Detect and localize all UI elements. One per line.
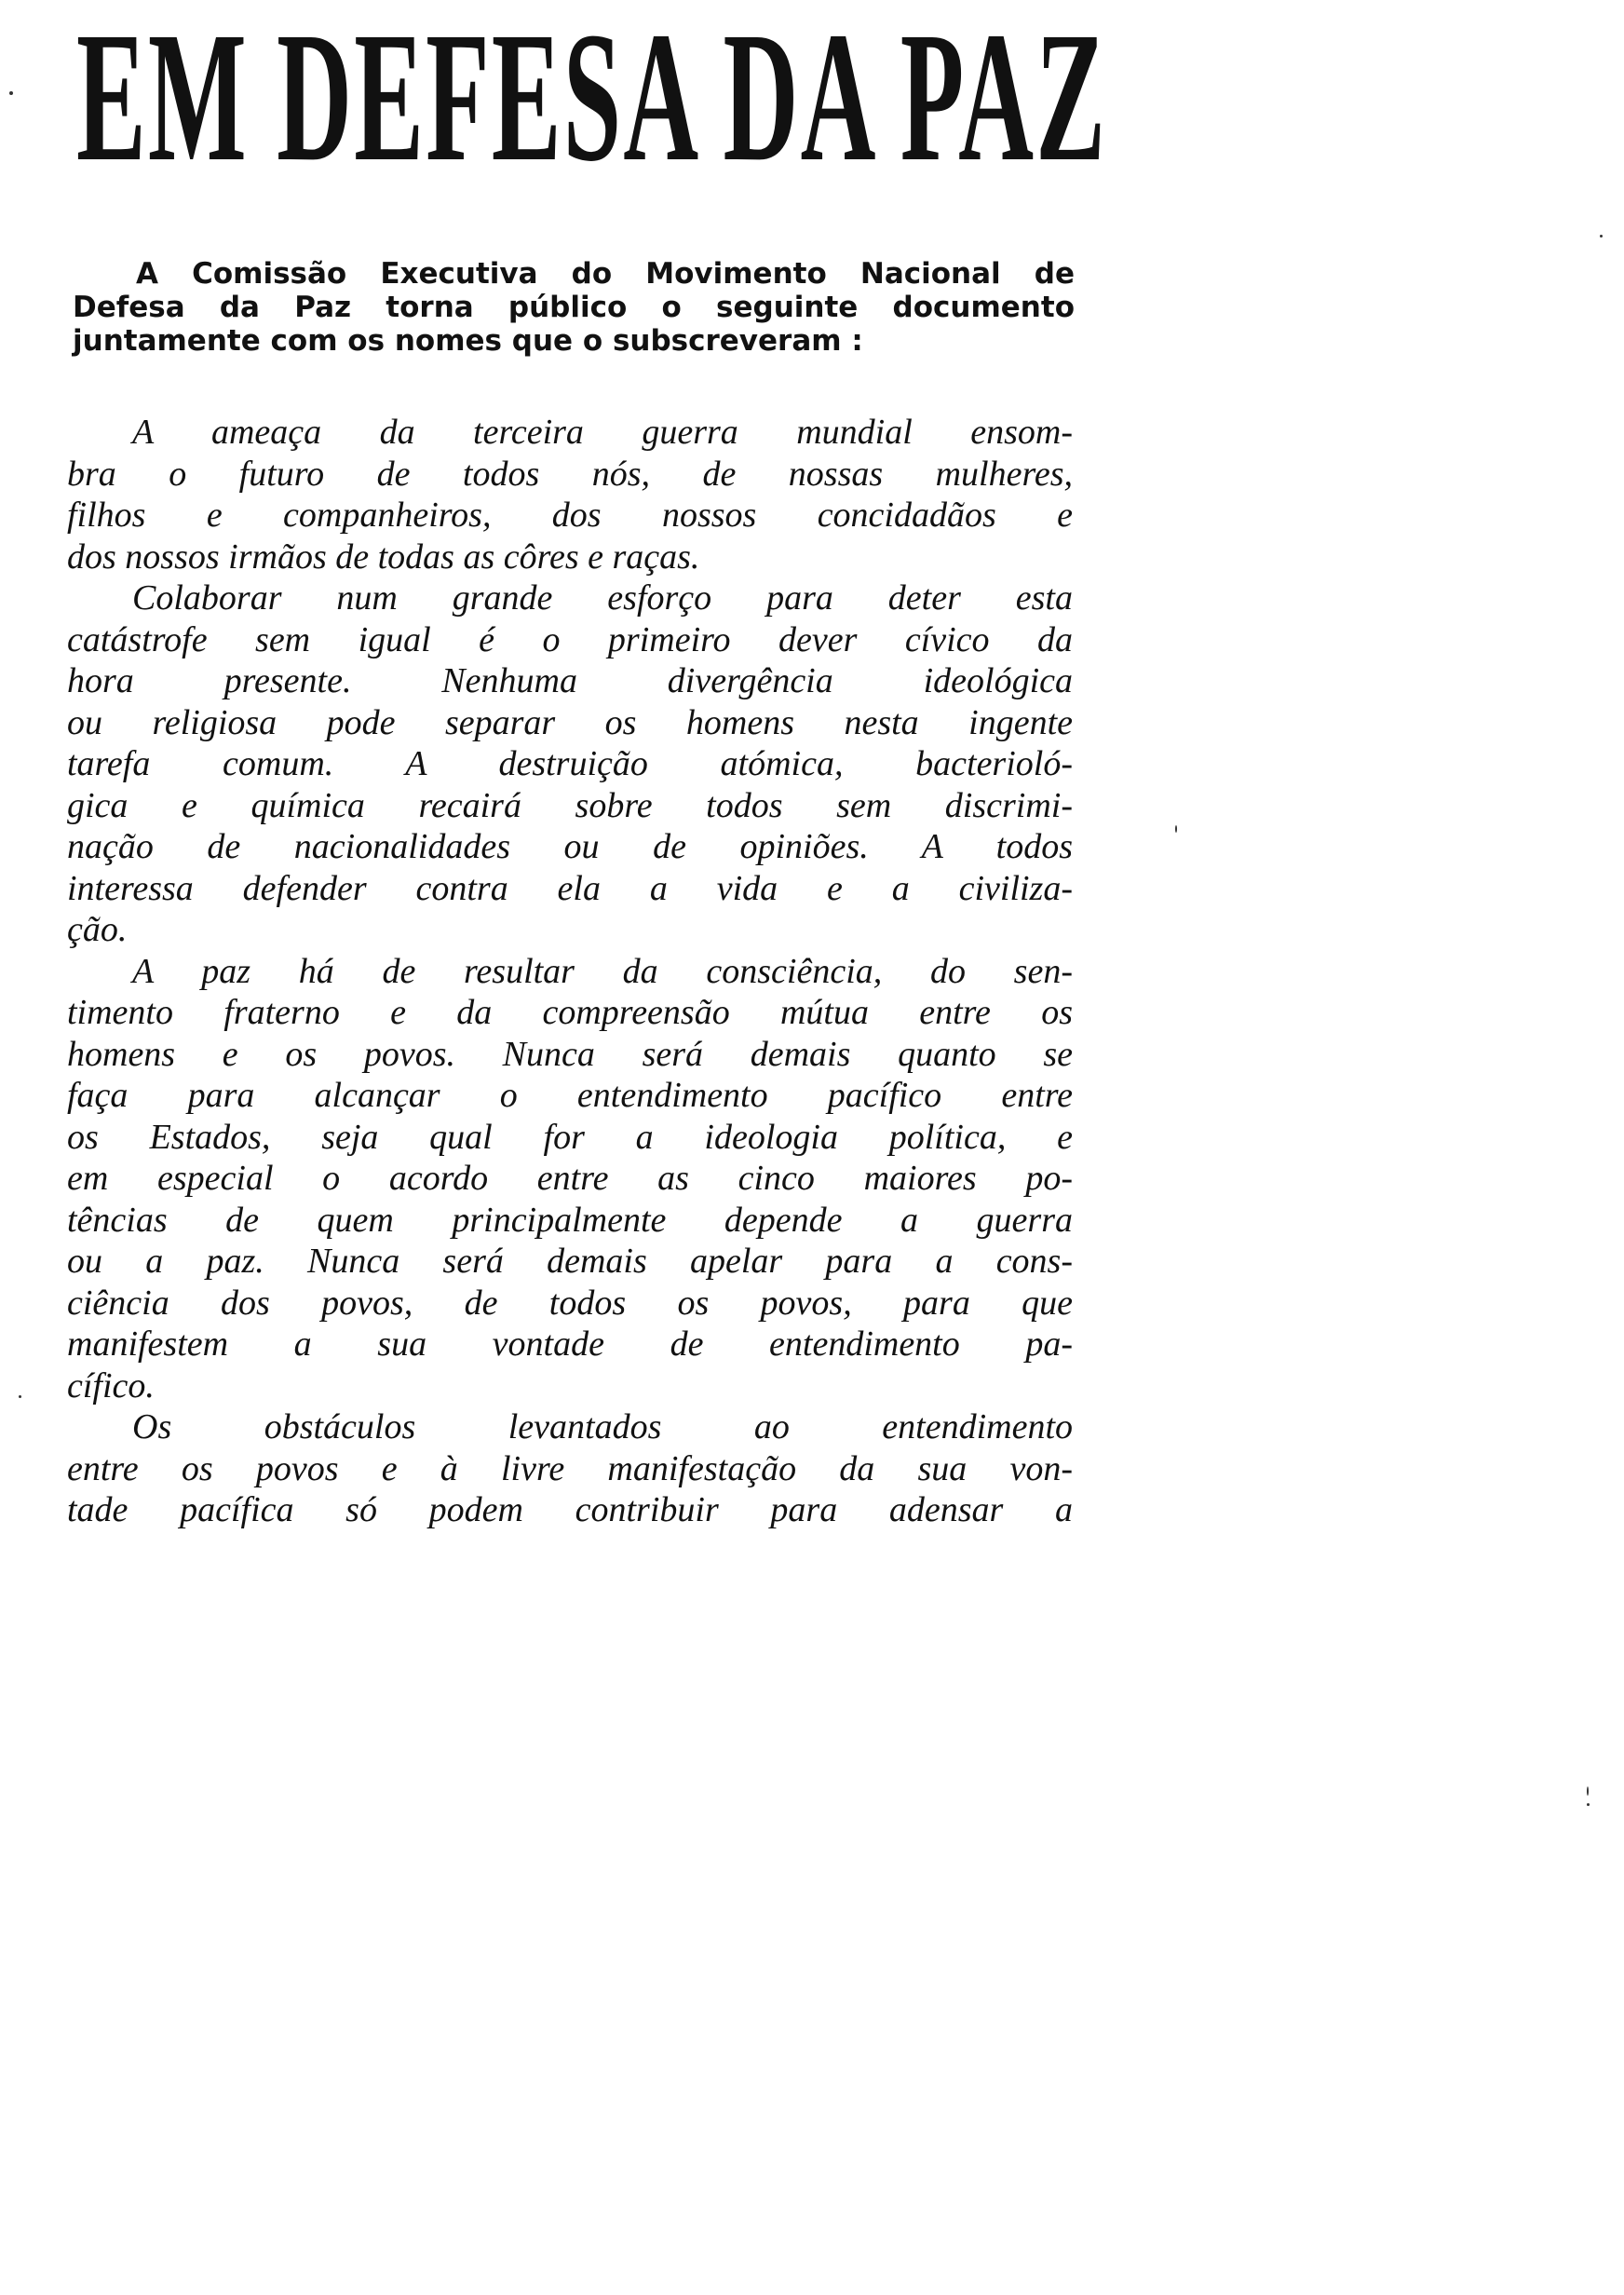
headline: EM DEFESA DA PAZ [76,0,1108,200]
body-line: tade pacífica só podem contribuir para adensar a [67,1490,1073,1529]
body-line: entre os povos e à livre manifestação da sua von- [67,1448,1073,1488]
body-line: nação de nacionalidades ou de opiniões. A todos [67,827,1073,866]
body-line: ou a paz. Nunca será demais apelar para a cons- [67,1242,1073,1281]
scan-speck [1587,1786,1589,1796]
body-line: tarefa comum. A destruição atómica, bacterioló- [67,744,1073,783]
body-line: manifestem a sua vontade de entendimento pa- [67,1324,1073,1364]
body-line: A paz há de resultar da consciência, do sen- [132,951,1073,991]
scan-speck [1600,235,1603,238]
body-line: Os obstáculos levantados ao entendimento [132,1407,1073,1446]
body-line: filhos e companheiros, dos nossos concidadãos e [67,496,1073,535]
body-line: faça para alcançar o entendimento pacífico entre [67,1076,1073,1115]
body-line: gica e química recairá sobre todos sem discrimi- [67,785,1073,825]
intro-paragraph [73,257,1075,358]
body-line: A ameaça da terceira guerra mundial ensom- [132,413,1073,452]
intro-line: A Comissão Executiva do Movimento Nacional de [136,257,1075,291]
scan-speck [9,91,13,95]
body-line: ciência dos povos, de todos os povos, para que [67,1283,1073,1323]
body-line: homens e os povos. Nunca será demais quanto se [67,1034,1073,1074]
intro-line: Defesa da Paz torna público o seguinte documento [73,291,1075,324]
body-line: cífico. [67,1365,155,1406]
scan-speck [1587,1803,1590,1806]
body-line: em especial o acordo entre as cinco maiores po- [67,1159,1073,1198]
body-line: timento fraterno e da compreensão mútua entre os [67,993,1073,1032]
body-line: dos nossos irmãos de todas as côres e raças. [67,536,700,577]
body-line: ção. [67,910,128,949]
body-line: hora presente. Nenhuma divergência ideológica [67,661,1073,700]
body-line: ou religiosa pode separar os homens nesta ingente [67,702,1073,742]
intro-line: juntamente com os nomes que o subscreveram : [73,324,863,358]
document-body [67,412,1073,1531]
body-line: os Estados, seja qual for a ideologia política, e [67,1117,1073,1157]
scan-speck [19,1395,21,1398]
body-line: interessa defender contra ela a vida e a civiliza- [67,868,1073,908]
body-line: catástrofe sem igual é o primeiro dever cívico da [67,619,1073,659]
body-line: Colaborar num grande esforço para deter esta [132,578,1073,618]
body-line: bra o futuro de todos nós, de nossas mulheres, [67,454,1073,494]
body-line: tências de quem principalmente depende a guerra [67,1200,1073,1240]
scan-speck [1175,825,1177,833]
